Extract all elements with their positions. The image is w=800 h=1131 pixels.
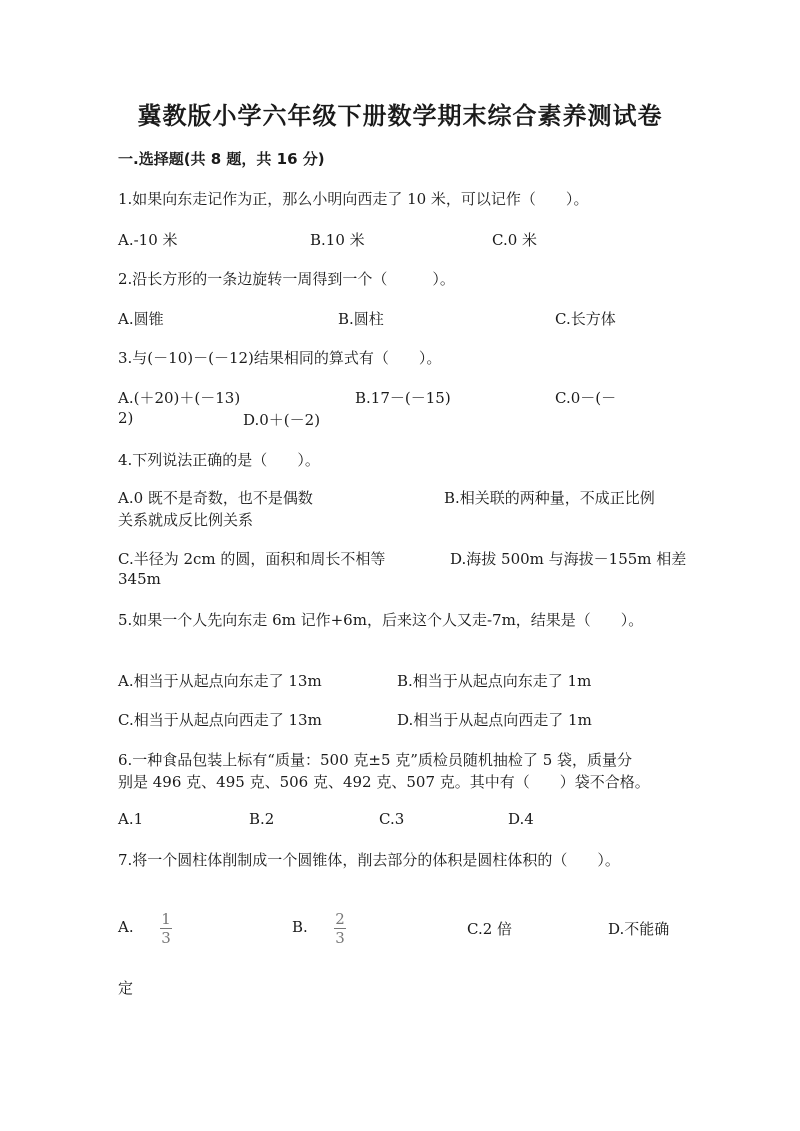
fraction-numerator: 2 — [335, 910, 345, 928]
q6-option-a: A.1 — [118, 810, 144, 828]
q5-option-c: C.相当于从起点向西走了 13m — [118, 711, 322, 729]
q1-option-a: A.-10 米 — [118, 231, 178, 249]
q4-option-d-cont: 345m — [118, 570, 161, 588]
q5-option-a: A.相当于从起点向东走了 13m — [118, 672, 322, 690]
question-5: 5.如果一个人先向东走 6m 记作+6m，后来这个人又走-7m，结果是（ ）。 — [118, 611, 644, 629]
q3-option-d: D.0＋(－2) — [243, 411, 321, 429]
q2-option-c: C.长方体 — [555, 310, 616, 328]
page-title: 冀教版小学六年级下册数学期末综合素养测试卷 — [137, 102, 663, 130]
q4-option-b: B.相关联的两种量，不成正比例 — [444, 489, 655, 507]
q6-option-b: B.2 — [249, 810, 275, 828]
question-2: 2.沿长方形的一条边旋转一周得到一个（ ）。 — [118, 270, 455, 288]
fraction-denominator: 3 — [335, 929, 345, 947]
q7-option-d-cont: 定 — [118, 979, 134, 997]
section-heading: 一.选择题(共 8 题，共 16 分) — [118, 150, 325, 168]
q7-option-d: D.不能确 — [608, 920, 670, 938]
q3-option-c: C.0－(－ — [555, 389, 617, 407]
q6-option-c: C.3 — [379, 810, 405, 828]
fraction-numerator: 1 — [161, 910, 171, 928]
question-3: 3.与(－10)－(－12)结果相同的算式有（ ）。 — [118, 349, 442, 367]
q7-option-c: C.2 倍 — [467, 920, 513, 938]
q4-option-b-cont: 关系就成反比例关系 — [118, 511, 254, 529]
q4-option-a: A.0 既不是奇数，也不是偶数 — [118, 489, 313, 507]
q3-option-b: B.17－(－15) — [355, 389, 451, 407]
q4-option-c: C.半径为 2cm 的圆，面积和周长不相等 — [118, 550, 386, 568]
question-1: 1.如果向东走记作为正，那么小明向西走了 10 米，可以记作（ ）。 — [118, 190, 589, 208]
q7-option-b-fraction — [334, 911, 346, 946]
q5-option-d: D.相当于从起点向西走了 1m — [397, 711, 592, 729]
q3-option-a: A.(＋20)＋(－13) — [118, 389, 241, 407]
question-7: 7.将一个圆柱体削制成一个圆锥体，削去部分的体积是圆柱体积的（ ）。 — [118, 851, 620, 869]
q4-option-d: D.海拔 500m 与海拔－155m 相差 — [450, 550, 687, 568]
q1-option-b: B.10 米 — [310, 231, 365, 249]
question-6-cont: 别是 496 克、495 克、506 克、492 克、507 克。其中有（ ）袋不合格。 — [118, 773, 650, 791]
q5-option-b: B.相当于从起点向东走了 1m — [397, 672, 592, 690]
q7-option-a-fraction — [160, 911, 172, 946]
fraction-denominator: 3 — [161, 929, 171, 947]
q2-option-a: A.圆锥 — [118, 310, 164, 328]
q6-option-d: D.4 — [508, 810, 534, 828]
q1-option-c: C.0 米 — [492, 231, 538, 249]
question-4: 4.下列说法正确的是（ ）。 — [118, 451, 320, 469]
q7-option-b: B. — [292, 918, 308, 936]
question-6: 6.一种食品包装上标有“质量：500 克±5 克”质检员随机抽检了 5 袋，质量分 — [118, 751, 633, 769]
q2-option-b: B.圆柱 — [338, 310, 384, 328]
q7-option-a: A. — [118, 918, 134, 936]
q3-option-c-cont: 2) — [118, 409, 134, 427]
